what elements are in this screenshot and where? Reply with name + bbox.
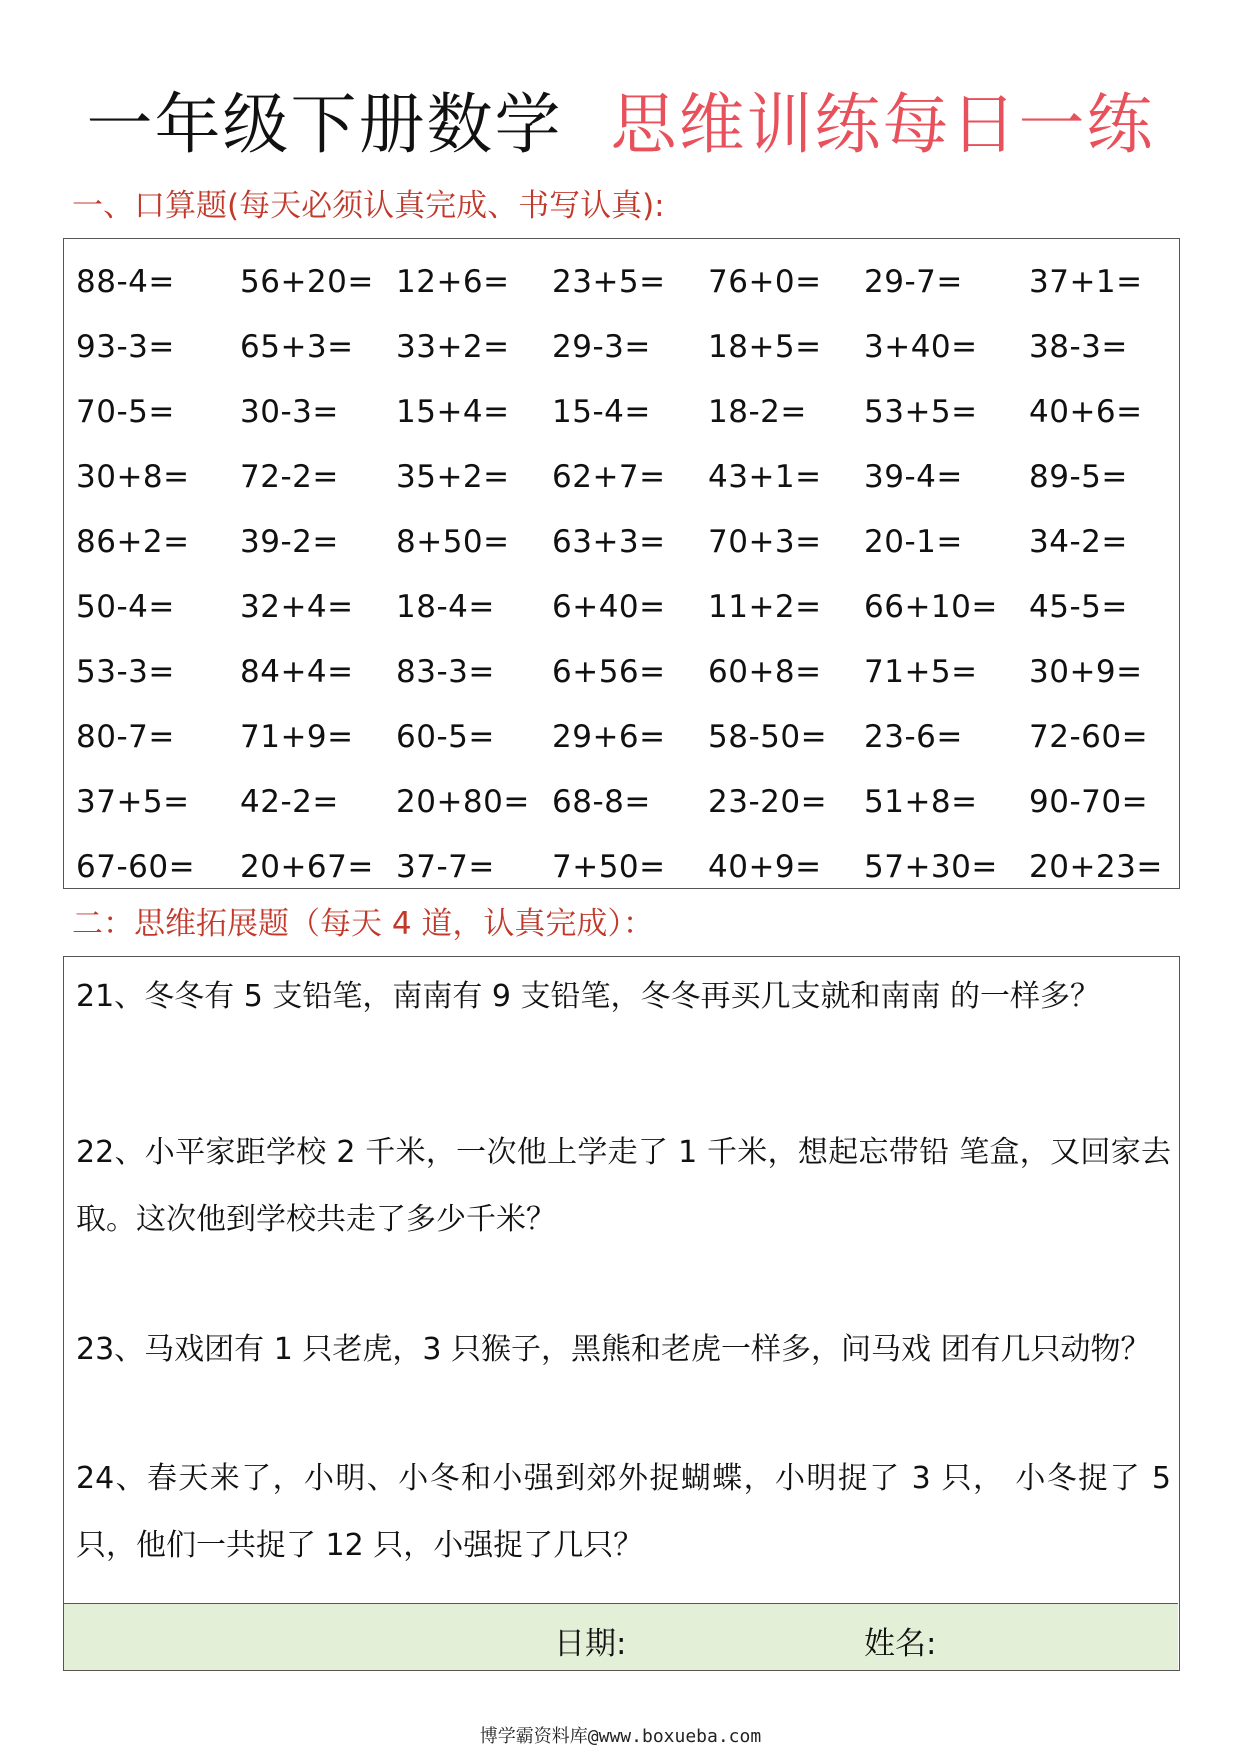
- math-problem: 34-2=: [1029, 523, 1128, 560]
- math-problem: 89-5=: [1029, 458, 1128, 495]
- date-label: 日期:: [554, 1626, 627, 1662]
- math-problem: 29+6=: [552, 718, 666, 755]
- math-problem: 32+4=: [240, 588, 354, 625]
- math-problem: 42-2=: [240, 783, 339, 820]
- math-problem: 57+30=: [864, 848, 998, 885]
- math-problem: 58-50=: [708, 718, 828, 755]
- math-problem: 37+5=: [76, 783, 190, 820]
- math-problem: 84+4=: [240, 653, 354, 690]
- math-problem: 30-3=: [240, 393, 339, 430]
- watermark: 博学霸资料库@www.boxueba.com: [479, 1726, 762, 1747]
- math-row: [76, 379, 1176, 444]
- math-problem: 15-4=: [552, 393, 651, 430]
- math-row: [76, 509, 1176, 574]
- mental-math-grid: [76, 249, 1176, 899]
- math-problem: 38-3=: [1029, 328, 1128, 365]
- math-problem: 18-4=: [396, 588, 495, 625]
- math-problem: 18-2=: [708, 393, 807, 430]
- math-problem: 90-70=: [1029, 783, 1149, 820]
- question-23: 23、马戏团有 1 只老虎，3 只猴子，黑熊和老虎一样多，问马戏 团有几只动物？: [76, 1332, 1151, 1367]
- math-problem: 60+8=: [708, 653, 822, 690]
- section1-heading: 一、口算题(每天必须认真完成、书写认真):: [72, 188, 665, 224]
- math-problem: 20-1=: [864, 523, 963, 560]
- math-problem: 62+7=: [552, 458, 666, 495]
- math-problem: 65+3=: [240, 328, 354, 365]
- math-problem: 23-6=: [864, 718, 963, 755]
- math-row: [76, 314, 1176, 379]
- math-row: [76, 249, 1176, 314]
- word-problems-box: [63, 956, 1180, 1671]
- math-problem: 39-4=: [864, 458, 963, 495]
- math-problem: 29-7=: [864, 263, 963, 300]
- math-problem: 18+5=: [708, 328, 822, 365]
- math-problem: 6+56=: [552, 653, 666, 690]
- math-problem: 8+50=: [396, 523, 510, 560]
- math-problem: 15+4=: [396, 393, 510, 430]
- question-22: 22、小平家距学校 2 千米，一次他上学走了 1 千米，想起忘带铅 笔盒，又回家去取。这次他到学校共走了多少千米？: [76, 1135, 1171, 1237]
- math-problem: 53+5=: [864, 393, 978, 430]
- question-21: 21、冬冬有 5 支铅笔，南南有 9 支铅笔，冬冬再买几支就和南南 的一样多？: [76, 979, 1101, 1014]
- math-problem: 12+6=: [396, 263, 510, 300]
- math-problem: 70+3=: [708, 523, 822, 560]
- math-row: [76, 444, 1176, 509]
- math-problem: 93-3=: [76, 328, 175, 365]
- math-problem: 40+9=: [708, 848, 822, 885]
- footer-bar: [64, 1603, 1178, 1670]
- math-row: [76, 769, 1176, 834]
- math-problem: 40+6=: [1029, 393, 1143, 430]
- math-problem: 51+8=: [864, 783, 978, 820]
- title-sub: 思维训练每日一练: [610, 86, 1155, 163]
- title-main: 一年级下册数学: [86, 86, 563, 163]
- math-problem: 68-8=: [552, 783, 651, 820]
- math-problem: 29-3=: [552, 328, 651, 365]
- math-problem: 37-7=: [396, 848, 495, 885]
- math-row: [76, 574, 1176, 639]
- math-problem: 23+5=: [552, 263, 666, 300]
- math-problem: 88-4=: [76, 263, 175, 300]
- math-problem: 71+5=: [864, 653, 978, 690]
- math-problem: 80-7=: [76, 718, 175, 755]
- math-problem: 71+9=: [240, 718, 354, 755]
- math-row: [76, 639, 1176, 704]
- math-problem: 43+1=: [708, 458, 822, 495]
- math-problem: 39-2=: [240, 523, 339, 560]
- math-problem: 6+40=: [552, 588, 666, 625]
- math-problem: 76+0=: [708, 263, 822, 300]
- math-problem: 45-5=: [1029, 588, 1128, 625]
- math-problem: 33+2=: [396, 328, 510, 365]
- math-problem: 53-3=: [76, 653, 175, 690]
- math-problem: 83-3=: [396, 653, 495, 690]
- math-problem: 20+23=: [1029, 848, 1163, 885]
- math-problem: 30+9=: [1029, 653, 1143, 690]
- math-row: [76, 834, 1176, 899]
- math-problem: 30+8=: [76, 458, 190, 495]
- math-problem: 7+50=: [552, 848, 666, 885]
- math-problem: 37+1=: [1029, 263, 1143, 300]
- question-24: 24、春天来了，小明、小冬和小强到郊外捉蝴蝶，小明捉了 3 只， 小冬捉了 5 只，他们一共捉了 12 只，小强捉了几只？: [76, 1461, 1171, 1563]
- section2-heading: 二：思维拓展题（每天 4 道，认真完成）：: [72, 906, 654, 942]
- math-problem: 35+2=: [396, 458, 510, 495]
- math-problem: 70-5=: [76, 393, 175, 430]
- math-problem: 63+3=: [552, 523, 666, 560]
- math-problem: 72-2=: [240, 458, 339, 495]
- math-problem: 20+80=: [396, 783, 530, 820]
- math-row: [76, 704, 1176, 769]
- page-title: [0, 80, 1241, 170]
- math-problem: 72-60=: [1029, 718, 1149, 755]
- math-problem: 11+2=: [708, 588, 822, 625]
- math-problem: 86+2=: [76, 523, 190, 560]
- math-problem: 67-60=: [76, 848, 196, 885]
- math-problem: 60-5=: [396, 718, 495, 755]
- name-label: 姓名:: [864, 1626, 937, 1662]
- math-problem: 56+20=: [240, 263, 374, 300]
- mental-math-box: [63, 238, 1180, 889]
- math-problem: 20+67=: [240, 848, 374, 885]
- math-problem: 3+40=: [864, 328, 978, 365]
- math-problem: 66+10=: [864, 588, 998, 625]
- math-problem: 23-20=: [708, 783, 828, 820]
- math-problem: 50-4=: [76, 588, 175, 625]
